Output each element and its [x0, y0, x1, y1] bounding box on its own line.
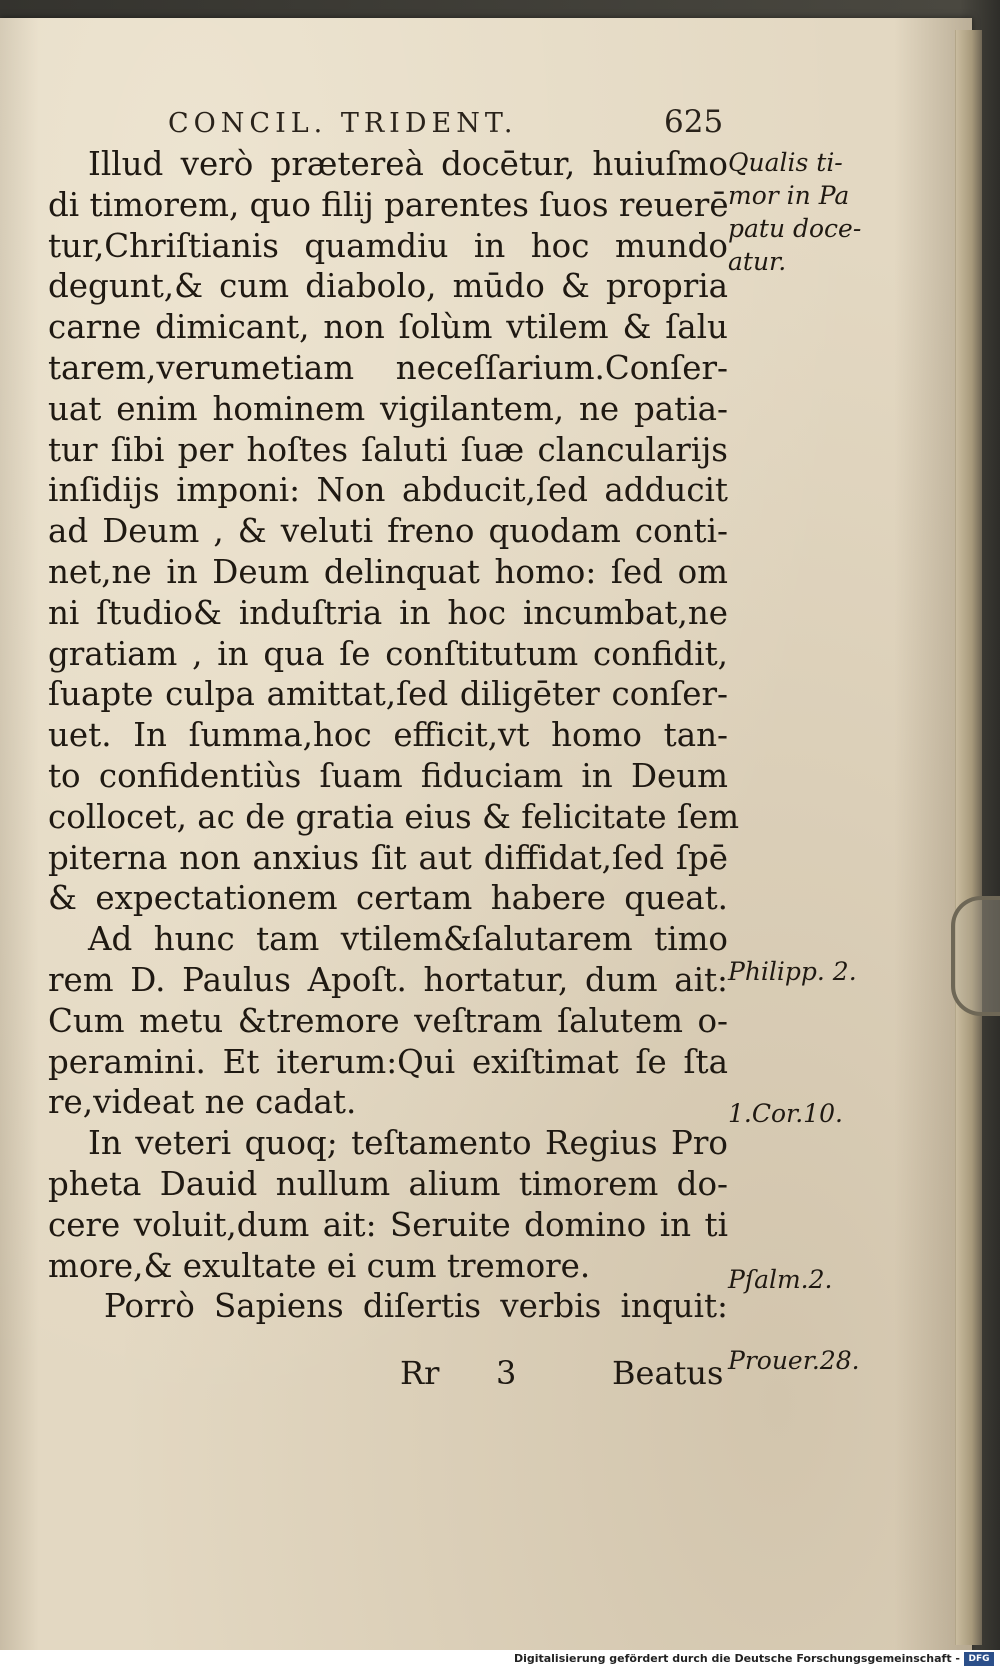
margin-note-philipp: Philipp. 2. [728, 957, 857, 986]
text-line: to confidentiùs ſuam fiduciam in Deum [48, 756, 728, 795]
text-line: ad Deum , & veluti freno quodam conti- [48, 512, 728, 551]
margin-note-line: atur. [728, 247, 787, 276]
main-text [48, 144, 740, 1327]
text-line: uat enim hominem vigilantem, ne patia- [48, 389, 728, 428]
text-line: ſuapte culpa amittat,ſed diligēter conſer- [48, 675, 728, 714]
text-line: inſidijs imponi: Non abducit,ſed adducit [48, 471, 728, 510]
text-line: tur,Chriſtianis quamdiu in hoc mundo [48, 226, 728, 265]
signature-mark: Rr [400, 1354, 440, 1392]
text-line: tarem,verumetiam neceſſarium.Conſer- [48, 348, 728, 387]
footer-credit: Digitalisierung gefördert durch die Deutsche Forschungsgemeinschaft - [513, 1652, 960, 1665]
catchword: Beatus [612, 1354, 724, 1392]
running-head-title: CONCIL. TRIDENT. [168, 108, 518, 139]
book-clasp [951, 896, 1000, 1016]
margin-note-cor: 1.Cor.10. [728, 1099, 843, 1128]
text-line: piterna non anxius ſit aut diffidat,ſed ſpē [48, 838, 728, 877]
text-line: gratiam , in qua ſe conſtitutum confidit, [48, 634, 728, 673]
text-line: pheta Dauid nullum alium timorem do- [48, 1164, 728, 1203]
text-line: cere voluit,dum ait: Seruite domino in ti [48, 1205, 728, 1244]
text-line: degunt,& cum diabolo, mūdo & propria [48, 267, 728, 306]
page-edge [955, 30, 982, 1645]
text-line: Porrò Sapiens diſertis verbis inquit: [104, 1287, 728, 1326]
text-line: net,ne in Deum delinquat homo: ſed om [48, 552, 728, 591]
text-line: rem D. Paulus Apoſt. hortatur, dum ait: [48, 960, 728, 999]
text-line: Ad hunc tam vtilem&ſalutarem timo [88, 920, 728, 959]
text-line: uet. In ſumma,hoc efficit,vt homo tan- [48, 716, 728, 755]
text-line: collocet, ac de gratia eius & felicitate ſem [48, 797, 740, 836]
footer-bar [0, 1650, 1000, 1669]
text-line: tur ſibi per hoſtes ſaluti ſuæ clancularijs [48, 430, 728, 469]
text-line: carne dimicant, non ſolùm vtilem & ſalu [48, 308, 728, 347]
signature-number: 3 [496, 1354, 517, 1392]
text-line: more,& exultate ei cum tremore. [48, 1246, 591, 1285]
margin-note-line: Qualis ti- [728, 148, 843, 177]
margin-note-psalm: Pſalm.2. [728, 1265, 833, 1294]
margin-note-line: patu doce- [728, 214, 862, 243]
text-line: re,videat ne cadat. [48, 1083, 357, 1122]
text-line: In veteri quoq; teſtamento Regius Pro [88, 1124, 728, 1163]
text-line: di timorem, quo filij parentes ſuos reuerē [48, 185, 729, 224]
margin-note-prouer: Prouer.28. [728, 1346, 860, 1375]
page-number: 625 [664, 104, 724, 140]
text-line: Illud verò prætereà docētur, huiuſmo [88, 145, 728, 183]
text-line: Cum metu &tremore veſtram ſalutem o- [48, 1001, 728, 1040]
text-line: peramini. Et iterum:Qui exiſtimat ſe ſta [48, 1042, 728, 1081]
text-line: & expectationem certam habere queat. [48, 879, 728, 918]
text-line: ni ſtudio& induſtria in hoc incumbat,ne [48, 593, 728, 632]
dfg-logo-icon: DFG [964, 1652, 994, 1666]
margin-note-qualis [728, 146, 861, 278]
running-head [0, 104, 735, 148]
margin-note-line: mor in Pa [728, 181, 850, 210]
